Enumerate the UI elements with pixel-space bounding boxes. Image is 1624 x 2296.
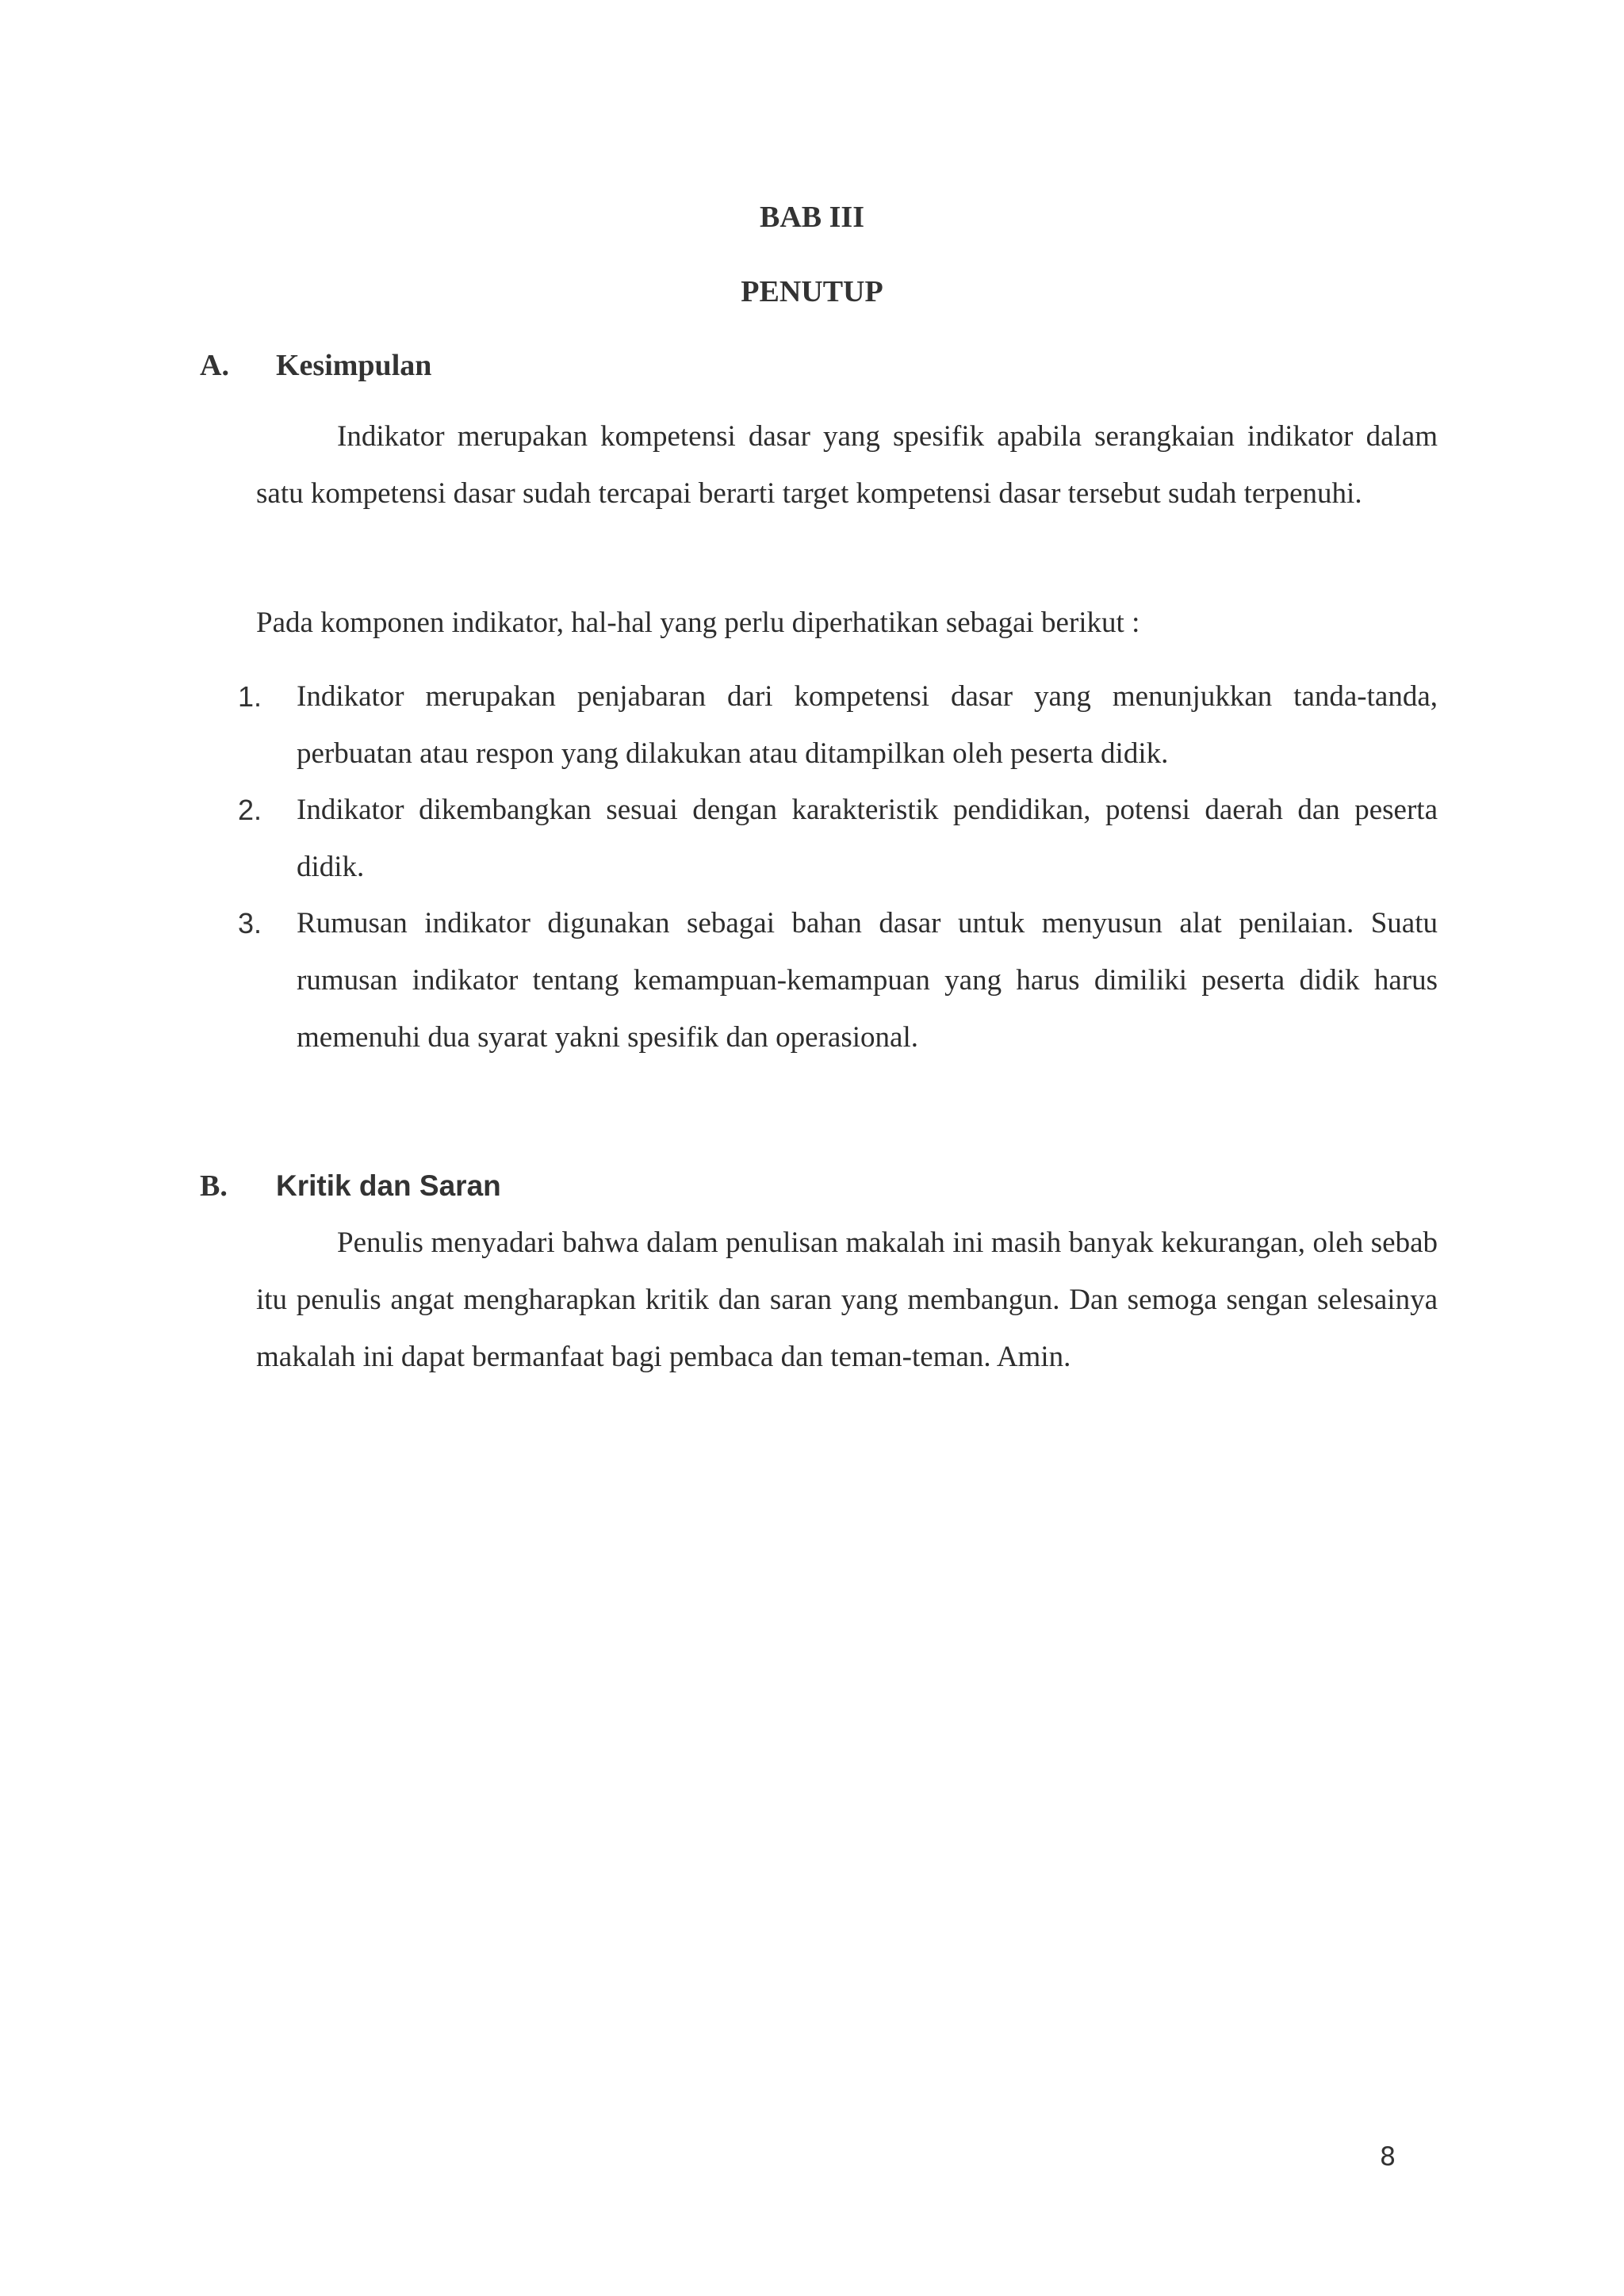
section-b-letter: B.: [200, 1169, 228, 1203]
chapter-title: PENUTUP: [741, 275, 883, 308]
section-a-title: Kesimpulan: [276, 349, 432, 382]
section-a-paragraph-1: Indikator merupakan kompetensi dasar yang spesifik apabila serangkaian indikator dalam satu kompetensi dasar sudah tercapai berarti target kompetensi dasar tersebut sudah terpenuhi.: [256, 420, 1438, 510]
list-number: 1.: [238, 680, 262, 713]
list-text: Indikator dikembangkan sesuai dengan karakteristik pendidikan, potensi daerah dan peserta didik.: [297, 794, 1438, 883]
section-a-letter: A.: [200, 349, 229, 382]
page-number: 8: [1379, 2141, 1396, 2172]
list-number: 2.: [238, 794, 262, 826]
list-text: Indikator merupakan penjabaran dari kompetensi dasar yang menunjukkan tanda-tanda, perbuatan atau respon yang dilakukan atau ditampilkan oleh peserta didik.: [297, 680, 1438, 770]
section-a-paragraph-2: Pada komponen indikator, hal-hal yang perlu diperhatikan sebagai berikut :: [256, 607, 1140, 639]
list-number: 3.: [238, 907, 262, 939]
section-b-paragraph-1: Penulis menyadari bahwa dalam penulisan makalah ini masih banyak kekurangan, oleh sebab itu penulis angat mengharapkan kritik dan saran yang membangun. Dan semoga sengan selesainya makalah ini dapat bermanfaat bagi pembaca dan teman-teman. Amin.: [256, 1226, 1438, 1373]
section-b-title: Kritik dan Saran: [276, 1169, 501, 1202]
chapter-number: BAB III: [760, 201, 864, 234]
list-text: Rumusan indikator digunakan sebagai bahan dasar untuk menyusun alat penilaian. Suatu rumusan indikator tentang kemampuan-kemampuan yang harus dimiliki peserta didik harus memenuhi dua syarat yakni spesifik dan operasional.: [297, 907, 1438, 1054]
